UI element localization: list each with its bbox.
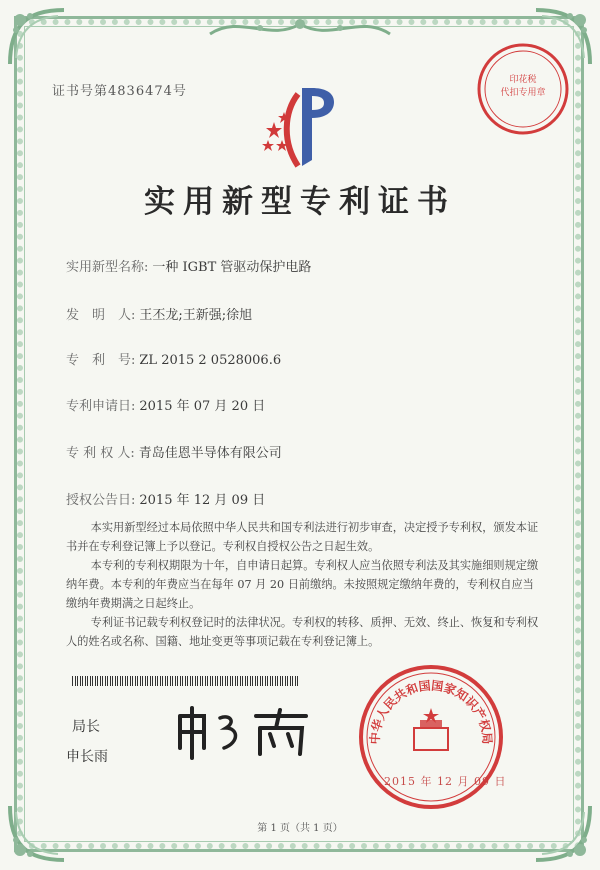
body-paragraph: 本专利的专利权期限为十年，自申请日起算。专利权人应当依照专利法及其实施细则规定缴纳年费。本专利的年费应当在每年 07 月 20 日前缴纳。未按照规定缴纳年费的，专利权自应当缴纳年费期满之日起终止。: [66, 559, 539, 610]
tax-stamp-seal-icon: [474, 40, 572, 138]
body-paragraph: 专利证书记载专利权登记时的法律状况。专利权的转移、质押、无效、终止、恢复和专利权人的姓名或名称、国籍、地址变更等事项记载在专利登记簿上。: [66, 616, 539, 648]
svg-text:代扣专用章: 代扣专用章: [500, 88, 546, 98]
barcode: [72, 676, 300, 686]
certificate-number: 证书号第4836474号: [52, 84, 187, 99]
field-value: 2015 年 07 月 20 日: [139, 399, 266, 414]
field-label: 专 利 权 人:: [66, 446, 135, 461]
top-ornament-icon: [200, 12, 400, 46]
field-grant-date: [66, 489, 265, 508]
field-label: 授权公告日:: [66, 493, 136, 508]
patent-office-logo-icon: [254, 82, 346, 174]
field-label: 专 利 号:: [66, 353, 136, 368]
svg-text:中华人民共和国国家知识产权局: 中华人民共和国国家知识产权局: [367, 678, 495, 745]
field-value: 2015 年 12 月 09 日: [139, 493, 266, 508]
field-application-date: [66, 395, 265, 414]
field-value: 王丕龙;王新强;徐旭: [139, 308, 253, 323]
field-patent-number: [66, 349, 281, 368]
field-label: 实用新型名称:: [66, 260, 149, 275]
director-title: 局长: [72, 719, 100, 735]
field-value: 青岛佳恩半导体有限公司: [138, 446, 282, 461]
corner-ornament-icon: [6, 6, 68, 68]
director-signature-icon: [172, 704, 312, 760]
page-number: 第 1 页（共 1 页）: [257, 823, 343, 834]
field-inventors: [66, 304, 252, 323]
field-label: 专利申请日:: [66, 399, 136, 414]
field-value: 一种 IGBT 管驱动保护电路: [152, 260, 312, 275]
field-label: 发 明 人:: [66, 308, 136, 323]
national-ip-office-seal-icon: [356, 662, 506, 812]
body-paragraph: 本实用新型经过本局依照中华人民共和国专利法进行初步审查，决定授予专利权，颁发本证书并在专利登记簿上予以登记。专利权自授权公告之日起生效。: [66, 521, 539, 553]
certificate-body: [66, 518, 542, 651]
director-name: 申长雨: [66, 749, 108, 765]
field-value: ZL 2015 2 0528006.6: [139, 353, 282, 368]
field-patentee: [66, 442, 282, 461]
seal-date: 2015 年 12 月 09 日: [384, 775, 507, 788]
svg-text:印花税: 印花税: [509, 75, 537, 85]
field-utility-model-name: [66, 256, 311, 275]
certificate-title: 实用新型专利证书: [144, 184, 456, 220]
